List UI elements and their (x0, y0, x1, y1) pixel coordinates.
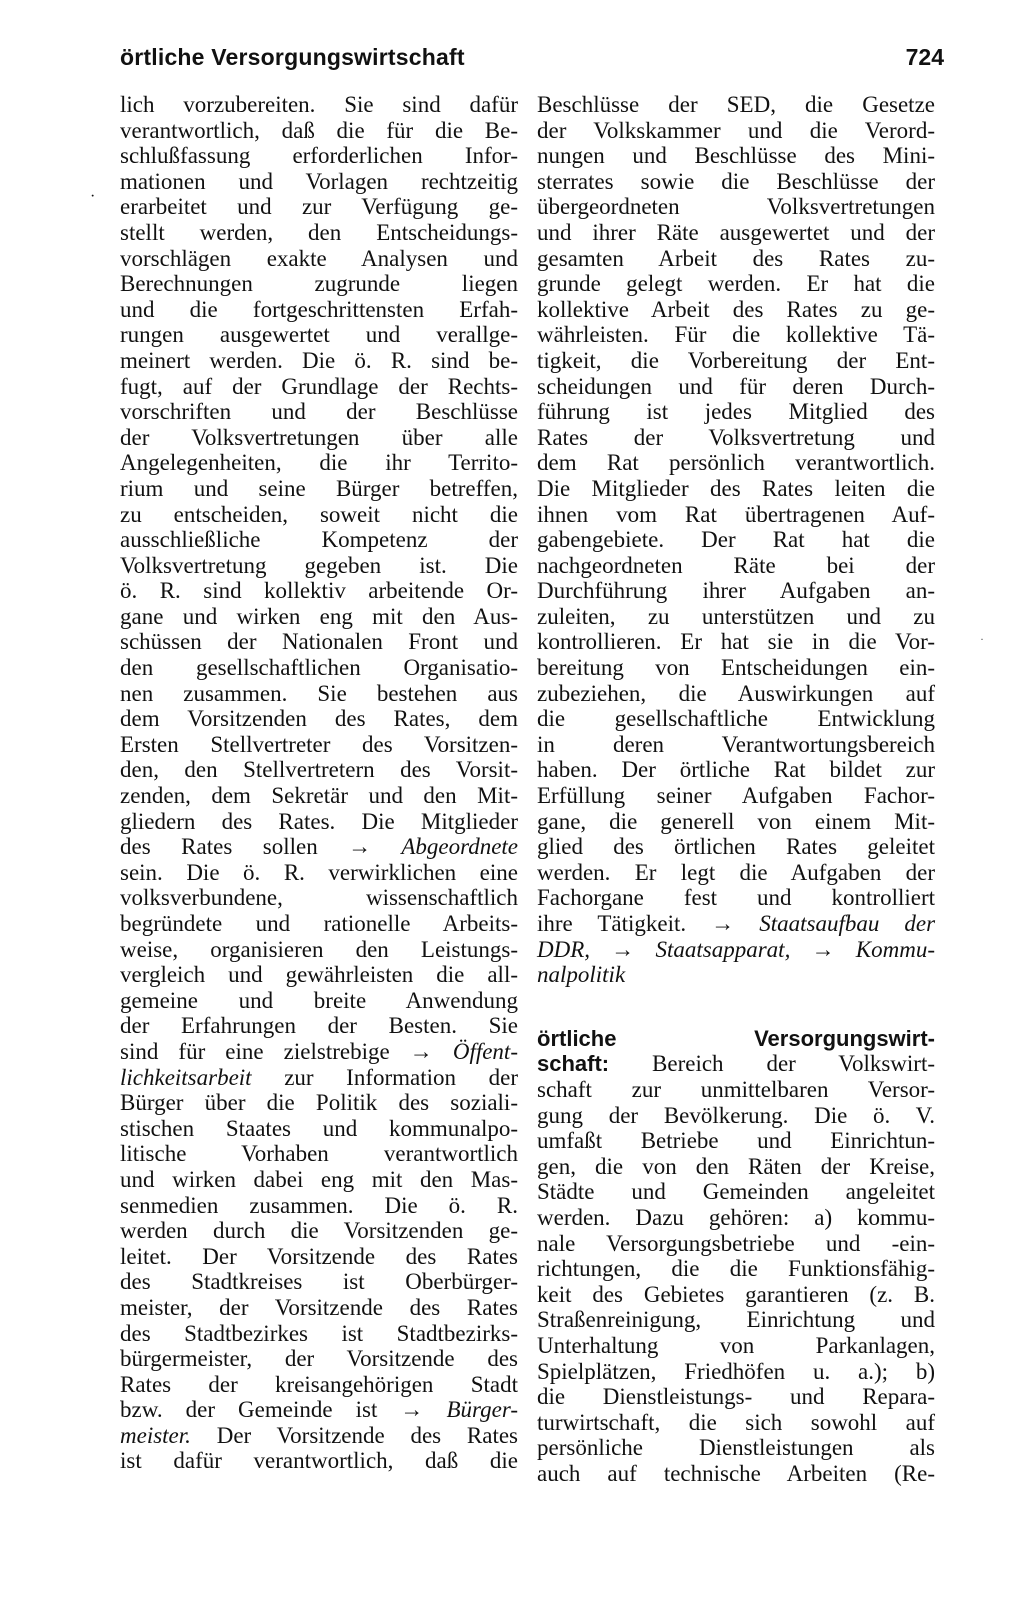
text-line: Fachorgane fest und kontrolliert (537, 885, 935, 911)
text-line: werden. Er legt die Aufgaben der (537, 859, 935, 885)
text-line: gane und wirken eng mit den Aus- (120, 603, 518, 629)
text-line: rium und seine Bürger betreffen, (120, 475, 518, 501)
text-line: Ersten Stellvertreter des Vorsitzen- (120, 731, 518, 757)
cross-reference-oeffentlichkeitsarbeit[interactable]: → Öffent- (409, 1038, 518, 1064)
text-line: richtungen, die die Funktionsfähig- (537, 1256, 935, 1282)
text-line-with-headword (537, 1051, 935, 1077)
text-line: die Dienstleistungs- und Repara- (537, 1384, 935, 1410)
cross-reference-kommunalpolitik[interactable]: → Kommu- (811, 936, 936, 962)
text-line: zu entscheiden, soweit nicht die (120, 501, 518, 527)
text-line: Durchführung ihrer Aufgaben an- (537, 578, 935, 604)
text-line: glied des örtlichen Rates geleitet (537, 834, 935, 860)
text-line: scheidungen und für deren Durch- (537, 373, 935, 399)
text-line: ausschließliche Kompetenz der (120, 527, 518, 553)
text-line: Städte und Gemeinden angeleitet (537, 1179, 935, 1205)
left-column (120, 92, 518, 1474)
text-line: senmedien zusammen. Die ö. R. (120, 1192, 518, 1218)
text-line: zuleiten, zu unterstützen und zu (537, 603, 935, 629)
text-line: die gesellschaftliche Entwicklung (537, 706, 935, 732)
text-line: rungen ausgewertet und verallge- (120, 322, 518, 348)
text-line: zenden, dem Sekretär und den Mit- (120, 783, 518, 809)
text-line: haben. Der örtliche Rat bildet zur (537, 757, 935, 783)
text-line: gen, die von den Räten der Kreise, (537, 1153, 935, 1179)
text-fragment: zur Information der (284, 1064, 518, 1090)
text-line: Beschlüsse der SED, die Gesetze (537, 92, 935, 117)
text-line: Rates der Volksvertretung und (537, 424, 935, 450)
text-line: ist dafür verantwortlich, daß die (120, 1448, 518, 1474)
entry-headword: örtliche Versorgungswirt- (537, 1025, 935, 1051)
text-line: Unterhaltung von Parkanlagen, (537, 1332, 935, 1358)
text-line: persönliche Dienstleistungen als (537, 1435, 935, 1461)
text-line: Bürger über die Politik des soziali- (120, 1090, 518, 1116)
text-line: gliedern des Rates. Die Mitglieder (120, 808, 518, 834)
page-number: 724 (905, 44, 944, 70)
text-line: gesamten Arbeit des Rates zu- (537, 245, 935, 271)
margin-mark: · (90, 188, 96, 205)
text-line: verantwortlich, daß die für die Be- (120, 117, 518, 143)
text-line: turwirtschaft, die sich sowohl auf (537, 1409, 935, 1435)
text-line: Spielplätzen, Friedhöfen u. a.); b) (537, 1358, 935, 1384)
cross-reference-kommunalpolitik-cont[interactable]: nalpolitik (537, 962, 626, 988)
text-line: schlußfassung erforderlichen Infor- (120, 143, 518, 169)
text-line: kontrollieren. Er hat sie in die Vor- (537, 629, 935, 655)
text-fragment: sind für eine zielstrebige (120, 1038, 390, 1064)
text-line: der Erfahrungen der Besten. Sie (120, 1013, 518, 1039)
text-line-with-reference (120, 1423, 518, 1449)
text-line: fugt, auf der Grundlage der Rechts- (120, 373, 518, 399)
text-line: volksverbundene, wissenschaftlich (120, 885, 518, 911)
margin-mark: · (980, 632, 984, 646)
text-line: bürgermeister, der Vorsitzende des (120, 1346, 518, 1372)
text-line: den gesellschaftlichen Organisatio- (120, 655, 518, 681)
text-line: in deren Verantwortungsbereich (537, 731, 935, 757)
text-line: mationen und Vorlagen rechtzeitig (120, 168, 518, 194)
text-line: den, den Stellvertretern des Vorsit- (120, 757, 518, 783)
text-line: tigkeit, die Vorbereitung der Ent- (537, 347, 935, 373)
text-line: vergleich und gewährleisten die all- (120, 962, 518, 988)
text-fragment: Der Vorsitzende des Rates (216, 1422, 519, 1448)
text-fragment: Bereich der Volkswirt- (652, 1051, 935, 1077)
cross-reference-staatsaufbau-cont[interactable]: DDR, (537, 936, 591, 962)
page-header (120, 44, 944, 84)
text-fragment: bzw. der Gemeinde ist (120, 1397, 378, 1423)
text-line: nungen und Beschlüsse des Mini- (537, 143, 935, 169)
text-line: dem Rat persönlich verantwortlich. (537, 450, 935, 476)
text-line: meister, der Vorsitzende des Rates (120, 1294, 518, 1320)
running-head-title: örtliche Versorgungswirtschaft (120, 44, 465, 70)
text-line: Angelegenheiten, die ihr Territo- (120, 450, 518, 476)
text-line-with-reference (537, 962, 935, 988)
text-line: gabengebiete. Der Rat hat die (537, 527, 935, 553)
text-line: begründete und rationelle Arbeits- (120, 911, 518, 936)
text-line: schüssen der Nationalen Front und (120, 629, 518, 655)
text-line: des Stadtbezirkes ist Stadtbezirks- (120, 1320, 518, 1346)
text-line: Volksvertretung gegeben ist. Die (120, 552, 518, 578)
text-line: und die fortgeschrittensten Erfah- (120, 296, 518, 322)
text-line: erarbeitet und zur Verfügung ge- (120, 194, 518, 220)
text-line: gemeine und breite Anwendung (120, 987, 518, 1013)
text-line: der Volksvertretungen über alle (120, 424, 518, 450)
text-line: währleisten. Für die kollektive Tä- (537, 322, 935, 348)
text-line: weise, organisieren den Leistungs- (120, 936, 518, 962)
text-line: stischen Staates und kommunalpo- (120, 1115, 518, 1141)
text-line-with-reference (120, 1065, 518, 1091)
text-line: nen zusammen. Sie bestehen aus (120, 680, 518, 706)
text-line: und wirken dabei eng mit den Mas- (120, 1166, 518, 1192)
text-line: und ihrer Räte ausgewertet und der (537, 219, 935, 245)
text-line: litische Vorhaben verantwortlich (120, 1141, 518, 1167)
entry-separator (537, 988, 935, 1026)
text-line-with-reference (120, 1039, 518, 1065)
text-line: umfaßt Betriebe und Einrichtun- (537, 1128, 935, 1154)
text-line: ihnen vom Rat übertragenen Auf- (537, 501, 935, 527)
text-fragment: ihre Tätigkeit. (537, 911, 687, 936)
text-line: stellt werden, den Entscheidungs- (120, 219, 518, 245)
text-line: ö. R. sind kollektiv arbeitende Or- (120, 578, 518, 604)
text-line: schaft zur unmittelbaren Versor- (537, 1076, 935, 1102)
text-line: leitet. Der Vorsitzende des Rates (120, 1243, 518, 1269)
text-line: keit des Gebietes garantieren (z. B. (537, 1281, 935, 1307)
text-line: vorschriften und der Beschlüsse (120, 399, 518, 425)
text-line-with-reference (120, 834, 518, 860)
text-line: Rates der kreisangehörigen Stadt (120, 1371, 518, 1397)
text-line: nale Versorgungsbetriebe und -ein- (537, 1230, 935, 1256)
text-fragment: des Rates sollen (120, 834, 318, 860)
text-line: Berechnungen zugrunde liegen (120, 271, 518, 297)
cross-reference-staatsaufbau[interactable]: → Staatsaufbau der (711, 911, 936, 936)
text-line: gane, die generell von einem Mit- (537, 808, 935, 834)
cross-reference-staatsapparat[interactable]: → Staatsapparat, (611, 936, 791, 962)
right-column (537, 92, 935, 1486)
text-line: auch auf technische Arbeiten (Re- (537, 1460, 935, 1486)
text-line: übergeordneten Volksvertretungen (537, 194, 935, 220)
text-line-with-reference (537, 911, 935, 937)
text-line: werden durch die Vorsitzenden ge- (120, 1218, 518, 1244)
text-line: meinert werden. Die ö. R. sind be- (120, 347, 518, 373)
text-line: führung ist jedes Mitglied des (537, 399, 935, 425)
text-line: des Stadtkreises ist Oberbürger- (120, 1269, 518, 1295)
text-line: grunde gelegt werden. Er hat die (537, 271, 935, 297)
text-line: zubeziehen, die Auswirkungen auf (537, 680, 935, 706)
cross-reference-abgeordnete[interactable]: → Abgeordnete (348, 834, 519, 860)
text-line: vorschlägen exakte Analysen und (120, 245, 518, 271)
text-line: nachgeordneten Räte bei der (537, 552, 935, 578)
text-line: werden. Dazu gehören: a) kommu- (537, 1204, 935, 1230)
text-line: Erfüllung seiner Aufgaben Fachor- (537, 783, 935, 809)
cross-reference-buergermeister[interactable]: → Bürger- (400, 1397, 518, 1423)
text-line: lich vorzubereiten. Sie sind dafür (120, 92, 518, 117)
text-line: Straßenreinigung, Einrichtung und (537, 1307, 935, 1333)
text-line: sein. Die ö. R. verwirklichen eine (120, 859, 518, 885)
cross-reference-oeffentlichkeitsarbeit-cont[interactable]: lichkeitsarbeit (120, 1064, 252, 1090)
entry-headword-line (537, 1026, 935, 1052)
text-line: kollektive Arbeit des Rates zu ge- (537, 296, 935, 322)
text-line: der Volkskammer und die Verord- (537, 117, 935, 143)
text-line: bereitung von Entscheidungen ein- (537, 655, 935, 681)
text-line: sterrates sowie die Beschlüsse der (537, 168, 935, 194)
text-line: Die Mitglieder des Rates leiten die (537, 475, 935, 501)
text-line-with-reference (120, 1397, 518, 1423)
cross-reference-buergermeister-cont[interactable]: meister. (120, 1422, 191, 1448)
entry-headword-cont: schaft: (537, 1051, 610, 1077)
text-line-with-reference (537, 937, 935, 963)
text-line: gung der Bevölkerung. Die ö. V. (537, 1102, 935, 1128)
text-line: dem Vorsitzenden des Rates, dem (120, 706, 518, 732)
